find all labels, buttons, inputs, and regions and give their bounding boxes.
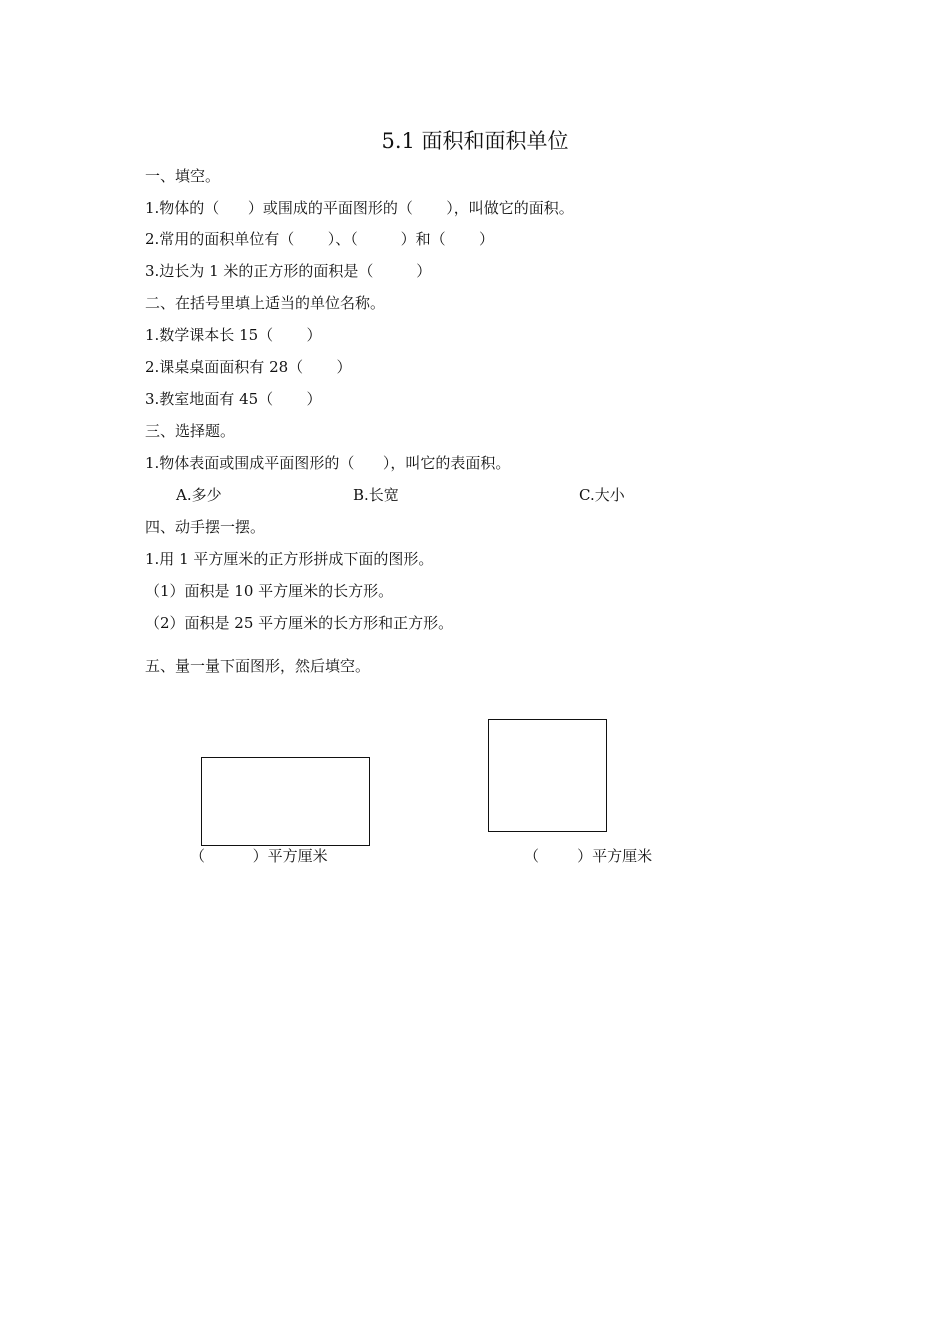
section-3-heading: 三、选择题。 [145,422,236,440]
option-a: A.多少 [176,486,222,504]
rectangle-figure [201,757,370,846]
question-4-1-part-1: （1）面积是 10 平方厘米的长方形。 [145,582,394,600]
question-1-2: 2.常用的面积单位有（ ）、（ ）和（ ） [145,230,494,248]
page-title: 5.1 面积和面积单位 [381,129,569,153]
question-4-1: 1.用 1 平方厘米的正方形拼成下面的图形。 [145,550,434,568]
section-4-heading: 四、动手摆一摆。 [145,518,266,536]
section-1-heading: 一、填空。 [145,167,221,185]
square-area-caption: （ ）平方厘米 [524,847,653,865]
question-1-1: 1.物体的（ ）或围成的平面图形的（ ），叫做它的面积。 [145,199,574,217]
option-c: C.大小 [579,486,625,504]
question-1-3: 3.边长为 1 米的正方形的面积是（ ） [145,262,432,280]
question-2-1: 1.数学课本长 15（ ） [145,326,322,344]
question-2-3: 3.教室地面有 45（ ） [145,390,322,408]
question-3-1: 1.物体表面或围成平面图形的（ ），叫它的表面积。 [145,454,511,472]
section-2-heading: 二、在括号里填上适当的单位名称。 [145,294,386,312]
rectangle-area-caption: （ ）平方厘米 [190,847,328,865]
section-5-heading: 五、量一量下面图形，然后填空。 [145,657,371,675]
question-4-1-part-2: （2）面积是 25 平方厘米的长方形和正方形。 [145,614,454,632]
option-b: B.长宽 [353,486,399,504]
square-figure [488,719,607,832]
question-2-2: 2.课桌桌面面积有 28（ ） [145,358,352,376]
